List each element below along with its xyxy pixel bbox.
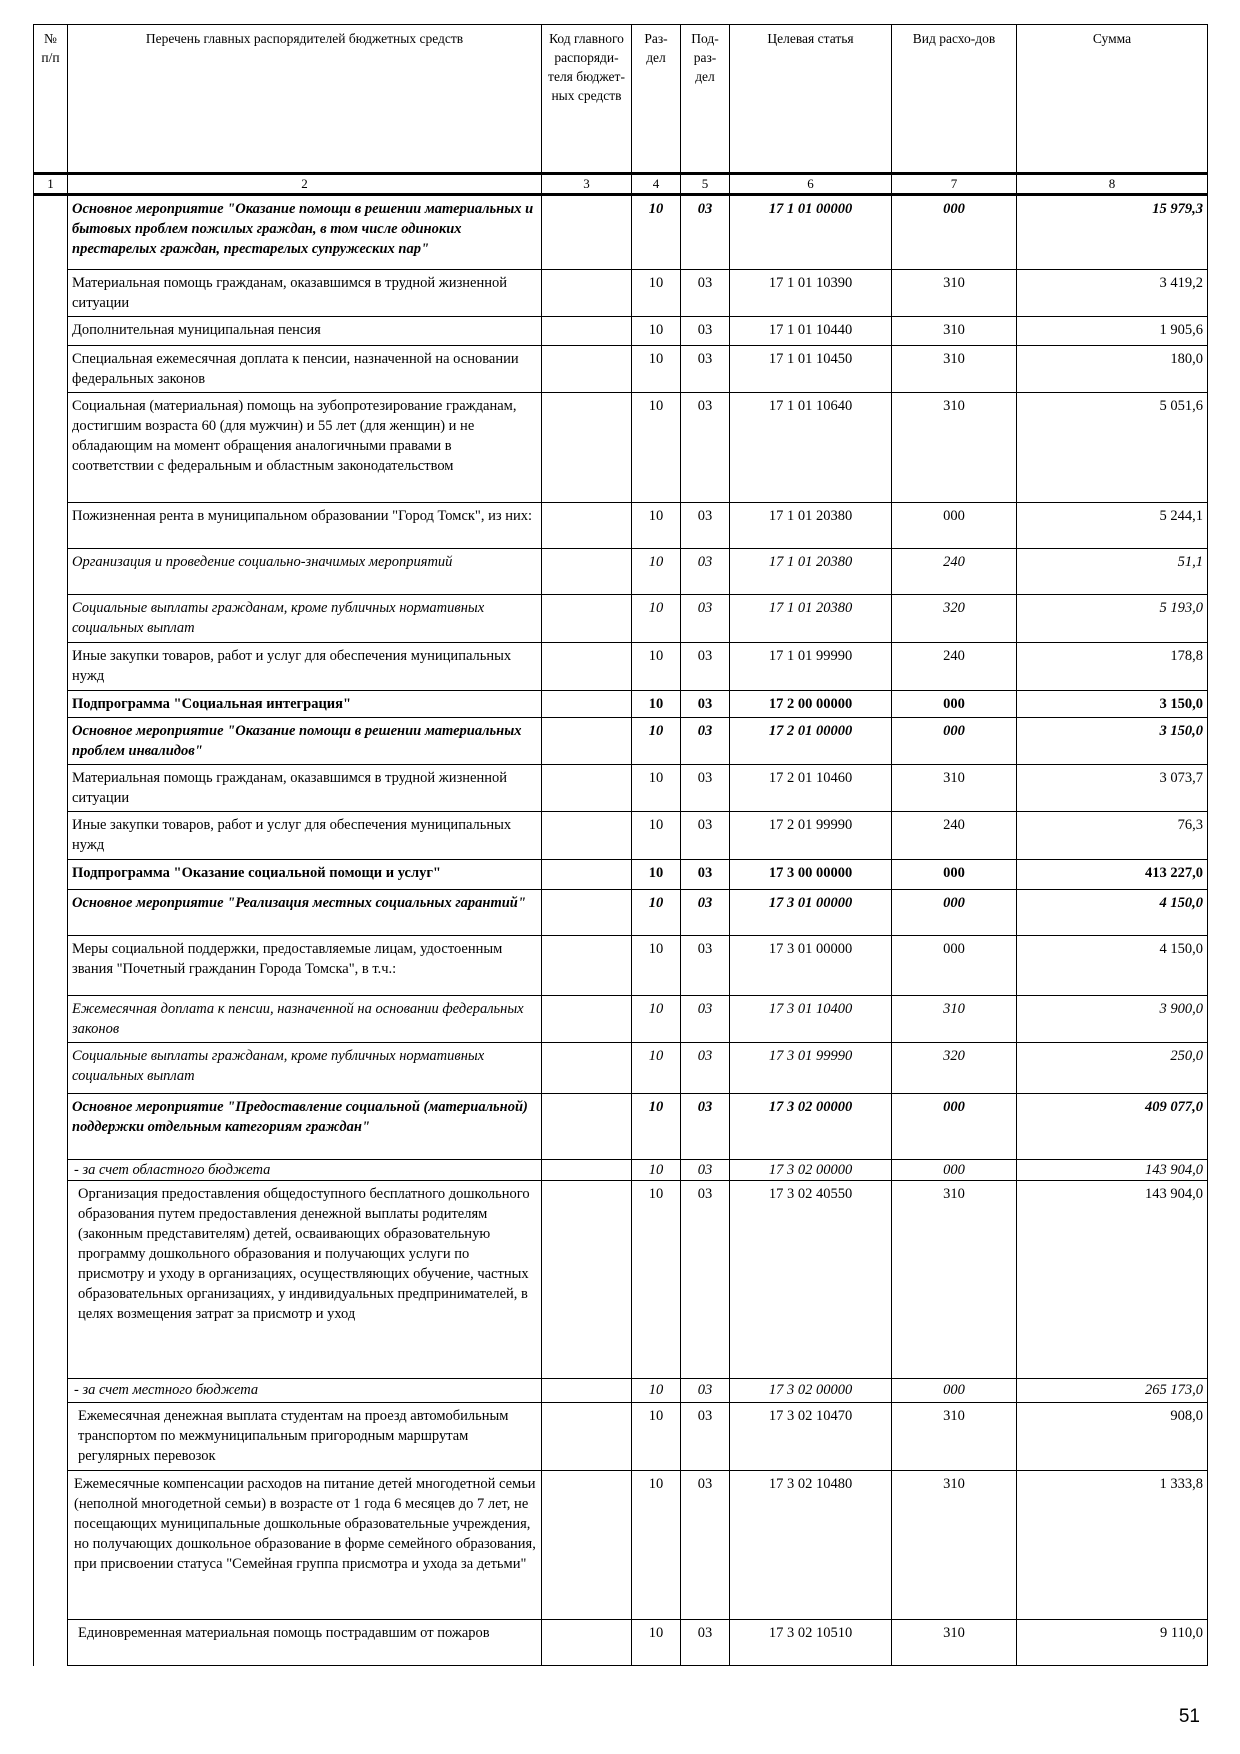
header-code: Код главного распоряди-теля бюджет-ных средств bbox=[542, 25, 632, 174]
row-number-cell bbox=[34, 1403, 68, 1471]
row-sum: 180,0 bbox=[1017, 346, 1208, 393]
row-expense-type: 310 bbox=[892, 346, 1017, 393]
row-podrazdel: 03 bbox=[681, 317, 730, 346]
row-podrazdel: 03 bbox=[681, 1181, 730, 1379]
column-number: 7 bbox=[892, 174, 1017, 195]
row-expense-type: 000 bbox=[892, 691, 1017, 718]
row-expense-type: 310 bbox=[892, 1620, 1017, 1666]
row-target: 17 3 02 00000 bbox=[730, 1379, 892, 1403]
table-row bbox=[34, 270, 1208, 317]
row-expense-type: 240 bbox=[892, 643, 1017, 691]
row-podrazdel: 03 bbox=[681, 890, 730, 936]
table-row bbox=[34, 1181, 1208, 1379]
row-expense-type: 320 bbox=[892, 1043, 1017, 1094]
row-razdel: 10 bbox=[632, 1043, 681, 1094]
row-name: Материальная помощь гражданам, оказавшимся в трудной жизненной ситуации bbox=[68, 270, 542, 317]
table-row bbox=[34, 503, 1208, 549]
header-name: Перечень главных распорядителей бюджетных средств bbox=[68, 25, 542, 174]
row-number-cell bbox=[34, 765, 68, 812]
row-expense-type: 240 bbox=[892, 549, 1017, 595]
row-code bbox=[542, 936, 632, 996]
row-sum: 4 150,0 bbox=[1017, 936, 1208, 996]
row-expense-type: 310 bbox=[892, 393, 1017, 503]
row-sum: 1 333,8 bbox=[1017, 1471, 1208, 1620]
row-target: 17 1 01 99990 bbox=[730, 643, 892, 691]
row-code bbox=[542, 1094, 632, 1160]
row-sum: 3 419,2 bbox=[1017, 270, 1208, 317]
row-podrazdel: 03 bbox=[681, 1160, 730, 1181]
table-row bbox=[34, 1043, 1208, 1094]
row-number-cell bbox=[34, 595, 68, 643]
row-sum: 5 051,6 bbox=[1017, 393, 1208, 503]
row-razdel: 10 bbox=[632, 1160, 681, 1181]
row-razdel: 10 bbox=[632, 595, 681, 643]
row-podrazdel: 03 bbox=[681, 936, 730, 996]
row-code bbox=[542, 1379, 632, 1403]
row-target: 17 1 01 20380 bbox=[730, 503, 892, 549]
row-podrazdel: 03 bbox=[681, 718, 730, 765]
table-row bbox=[34, 1620, 1208, 1666]
row-code bbox=[542, 270, 632, 317]
table-row bbox=[34, 718, 1208, 765]
row-name: Организация предоставления общедоступного бесплатного дошкольного образования путем предоставления денежной выплаты родителям (законным представителям) детей, осваивающих образовательную программу дошкольного образования и получающих услуги по присмотру и уходу в организациях, осуществляющих обучение, частных образовательных организациях, у индивидуальных предпринимателей, в целях возмещения затрат за присмотр и уход bbox=[68, 1181, 542, 1379]
row-code bbox=[542, 1471, 632, 1620]
row-number-cell bbox=[34, 393, 68, 503]
row-target: 17 1 01 20380 bbox=[730, 549, 892, 595]
row-target: 17 3 01 99990 bbox=[730, 1043, 892, 1094]
row-number-cell bbox=[34, 860, 68, 890]
row-expense-type: 000 bbox=[892, 860, 1017, 890]
table-row bbox=[34, 643, 1208, 691]
row-target: 17 3 02 10480 bbox=[730, 1471, 892, 1620]
column-number: 5 bbox=[681, 174, 730, 195]
table-row bbox=[34, 1094, 1208, 1160]
row-target: 17 3 02 00000 bbox=[730, 1094, 892, 1160]
row-target: 17 1 01 00000 bbox=[730, 195, 892, 270]
header-target: Целевая статья bbox=[730, 25, 892, 174]
table-row bbox=[34, 890, 1208, 936]
row-expense-type: 310 bbox=[892, 1181, 1017, 1379]
row-number-cell bbox=[34, 812, 68, 860]
table-row bbox=[34, 1160, 1208, 1181]
row-name: Ежемесячные компенсации расходов на питание детей многодетной семьи (неполной многодетной семьи) в возрасте от 1 года 6 месяцев до 7 лет, не посещающих муниципальные дошкольные образовательные учреждения, но получающих дошкольное образование в форме семейного образования, при присвоении статуса "Семейная группа присмотра и ухода за детьми" bbox=[68, 1471, 542, 1620]
row-name: Социальные выплаты гражданам, кроме публичных нормативных социальных выплат bbox=[68, 1043, 542, 1094]
row-name: Иные закупки товаров, работ и услуг для обеспечения муниципальных нужд bbox=[68, 643, 542, 691]
table-row bbox=[34, 1379, 1208, 1403]
row-sum: 413 227,0 bbox=[1017, 860, 1208, 890]
row-razdel: 10 bbox=[632, 1620, 681, 1666]
row-razdel: 10 bbox=[632, 346, 681, 393]
header-row bbox=[34, 25, 1208, 174]
row-number-cell bbox=[34, 346, 68, 393]
row-name: Меры социальной поддержки, предоставляемые лицам, удостоенным звания "Почетный гражданин Города Томска", в т.ч.: bbox=[68, 936, 542, 996]
row-target: 17 2 01 99990 bbox=[730, 812, 892, 860]
column-number: 4 bbox=[632, 174, 681, 195]
row-number-cell bbox=[34, 270, 68, 317]
row-podrazdel: 03 bbox=[681, 691, 730, 718]
row-target: 17 1 01 10450 bbox=[730, 346, 892, 393]
row-code bbox=[542, 765, 632, 812]
row-number-cell bbox=[34, 317, 68, 346]
row-expense-type: 000 bbox=[892, 890, 1017, 936]
row-name: Иные закупки товаров, работ и услуг для обеспечения муниципальных нужд bbox=[68, 812, 542, 860]
header-razdel: Раз-дел bbox=[632, 25, 681, 174]
row-number-cell bbox=[34, 996, 68, 1043]
row-podrazdel: 03 bbox=[681, 765, 730, 812]
table-row bbox=[34, 595, 1208, 643]
row-podrazdel: 03 bbox=[681, 812, 730, 860]
table-row bbox=[34, 936, 1208, 996]
table-row bbox=[34, 1403, 1208, 1471]
row-razdel: 10 bbox=[632, 718, 681, 765]
row-target: 17 3 01 00000 bbox=[730, 936, 892, 996]
row-razdel: 10 bbox=[632, 691, 681, 718]
row-target: 17 3 02 10470 bbox=[730, 1403, 892, 1471]
row-code bbox=[542, 1181, 632, 1379]
table-row bbox=[34, 691, 1208, 718]
row-podrazdel: 03 bbox=[681, 346, 730, 393]
row-podrazdel: 03 bbox=[681, 595, 730, 643]
row-number-cell bbox=[34, 691, 68, 718]
row-razdel: 10 bbox=[632, 812, 681, 860]
header-number: № п/п bbox=[34, 25, 68, 174]
row-number-cell bbox=[34, 195, 68, 270]
row-name: Организация и проведение социально-значимых мероприятий bbox=[68, 549, 542, 595]
row-razdel: 10 bbox=[632, 317, 681, 346]
row-target: 17 1 01 10440 bbox=[730, 317, 892, 346]
table-row bbox=[34, 860, 1208, 890]
column-number: 3 bbox=[542, 174, 632, 195]
row-podrazdel: 03 bbox=[681, 503, 730, 549]
row-target: 17 3 00 00000 bbox=[730, 860, 892, 890]
row-expense-type: 000 bbox=[892, 1094, 1017, 1160]
row-number-cell bbox=[34, 1620, 68, 1666]
row-code bbox=[542, 317, 632, 346]
row-name: Ежемесячная денежная выплата студентам на проезд автомобильным транспортом по межмуниципальным пригородным маршрутам регулярных перевозок bbox=[68, 1403, 542, 1471]
row-target: 17 3 01 00000 bbox=[730, 890, 892, 936]
row-razdel: 10 bbox=[632, 936, 681, 996]
row-name: Социальные выплаты гражданам, кроме публичных нормативных социальных выплат bbox=[68, 595, 542, 643]
table-row bbox=[34, 346, 1208, 393]
row-name: Ежемесячная доплата к пенсии, назначенной на основании федеральных законов bbox=[68, 996, 542, 1043]
row-sum: 908,0 bbox=[1017, 1403, 1208, 1471]
row-razdel: 10 bbox=[632, 765, 681, 812]
row-podrazdel: 03 bbox=[681, 1094, 730, 1160]
row-target: 17 2 00 00000 bbox=[730, 691, 892, 718]
row-number-cell bbox=[34, 1379, 68, 1403]
row-expense-type: 000 bbox=[892, 936, 1017, 996]
row-code bbox=[542, 549, 632, 595]
row-expense-type: 310 bbox=[892, 996, 1017, 1043]
row-number-cell bbox=[34, 1471, 68, 1620]
row-number-cell bbox=[34, 890, 68, 936]
row-code bbox=[542, 1403, 632, 1471]
row-number-cell bbox=[34, 1094, 68, 1160]
row-sum: 143 904,0 bbox=[1017, 1160, 1208, 1181]
row-sum: 4 150,0 bbox=[1017, 890, 1208, 936]
row-target: 17 3 02 00000 bbox=[730, 1160, 892, 1181]
row-number-cell bbox=[34, 1181, 68, 1379]
row-code bbox=[542, 195, 632, 270]
row-target: 17 2 01 10460 bbox=[730, 765, 892, 812]
row-sum: 409 077,0 bbox=[1017, 1094, 1208, 1160]
row-number-cell bbox=[34, 549, 68, 595]
row-podrazdel: 03 bbox=[681, 393, 730, 503]
row-name: Специальная ежемесячная доплата к пенсии, назначенной на основании федеральных законов bbox=[68, 346, 542, 393]
row-razdel: 10 bbox=[632, 860, 681, 890]
column-number: 8 bbox=[1017, 174, 1208, 195]
page-number: 51 bbox=[1178, 1706, 1200, 1727]
row-code bbox=[542, 393, 632, 503]
row-podrazdel: 03 bbox=[681, 1620, 730, 1666]
row-code bbox=[542, 812, 632, 860]
header-expense-type: Вид расхо-дов bbox=[892, 25, 1017, 174]
row-sum: 143 904,0 bbox=[1017, 1181, 1208, 1379]
table-row bbox=[34, 549, 1208, 595]
row-code bbox=[542, 595, 632, 643]
column-number-row bbox=[34, 174, 1208, 195]
row-sum: 51,1 bbox=[1017, 549, 1208, 595]
row-razdel: 10 bbox=[632, 503, 681, 549]
row-podrazdel: 03 bbox=[681, 860, 730, 890]
table-row bbox=[34, 996, 1208, 1043]
row-sum: 178,8 bbox=[1017, 643, 1208, 691]
row-expense-type: 000 bbox=[892, 1379, 1017, 1403]
header-podrazdel: Под-раз-дел bbox=[681, 25, 730, 174]
row-target: 17 1 01 10390 bbox=[730, 270, 892, 317]
row-code bbox=[542, 346, 632, 393]
row-target: 17 3 02 40550 bbox=[730, 1181, 892, 1379]
row-sum: 250,0 bbox=[1017, 1043, 1208, 1094]
row-name: - за счет областного бюджета bbox=[68, 1160, 542, 1181]
row-target: 17 3 01 10400 bbox=[730, 996, 892, 1043]
row-sum: 3 073,7 bbox=[1017, 765, 1208, 812]
row-number-cell bbox=[34, 503, 68, 549]
row-code bbox=[542, 1043, 632, 1094]
table-row bbox=[34, 317, 1208, 346]
column-number: 6 bbox=[730, 174, 892, 195]
row-sum: 5 244,1 bbox=[1017, 503, 1208, 549]
row-name: Основное мероприятие "Оказание помощи в решении материальных проблем инвалидов" bbox=[68, 718, 542, 765]
row-podrazdel: 03 bbox=[681, 1471, 730, 1620]
row-expense-type: 000 bbox=[892, 718, 1017, 765]
row-razdel: 10 bbox=[632, 1403, 681, 1471]
row-code bbox=[542, 1160, 632, 1181]
row-target: 17 1 01 20380 bbox=[730, 595, 892, 643]
row-code bbox=[542, 718, 632, 765]
row-sum: 9 110,0 bbox=[1017, 1620, 1208, 1666]
row-podrazdel: 03 bbox=[681, 270, 730, 317]
header-sum: Сумма bbox=[1017, 25, 1208, 174]
column-number: 2 bbox=[68, 174, 542, 195]
row-sum: 3 150,0 bbox=[1017, 691, 1208, 718]
row-target: 17 2 01 00000 bbox=[730, 718, 892, 765]
row-code bbox=[542, 691, 632, 718]
row-razdel: 10 bbox=[632, 549, 681, 595]
row-code bbox=[542, 996, 632, 1043]
row-name: - за счет местного бюджета bbox=[68, 1379, 542, 1403]
row-sum: 15 979,3 bbox=[1017, 195, 1208, 270]
row-sum: 1 905,6 bbox=[1017, 317, 1208, 346]
row-code bbox=[542, 503, 632, 549]
row-code bbox=[542, 643, 632, 691]
row-expense-type: 000 bbox=[892, 503, 1017, 549]
table-row bbox=[34, 1471, 1208, 1620]
budget-table bbox=[33, 24, 1208, 1666]
table-row bbox=[34, 765, 1208, 812]
row-sum: 3 150,0 bbox=[1017, 718, 1208, 765]
row-number-cell bbox=[34, 1160, 68, 1181]
row-name: Основное мероприятие "Предоставление социальной (материальной) поддержки отдельным категориям граждан" bbox=[68, 1094, 542, 1160]
row-name: Основное мероприятие "Оказание помощи в решении материальных и бытовых проблем пожилых граждан, в том числе одиноких престарелых граждан, престарелых супружеских пар" bbox=[68, 195, 542, 270]
row-razdel: 10 bbox=[632, 1379, 681, 1403]
row-podrazdel: 03 bbox=[681, 1379, 730, 1403]
row-expense-type: 310 bbox=[892, 765, 1017, 812]
row-razdel: 10 bbox=[632, 890, 681, 936]
row-razdel: 10 bbox=[632, 270, 681, 317]
row-name: Единовременная материальная помощь пострадавшим от пожаров bbox=[68, 1620, 542, 1666]
row-razdel: 10 bbox=[632, 1471, 681, 1620]
row-expense-type: 310 bbox=[892, 1403, 1017, 1471]
row-sum: 3 900,0 bbox=[1017, 996, 1208, 1043]
row-expense-type: 000 bbox=[892, 195, 1017, 270]
row-name: Материальная помощь гражданам, оказавшимся в трудной жизненной ситуации bbox=[68, 765, 542, 812]
row-sum: 265 173,0 bbox=[1017, 1379, 1208, 1403]
row-name: Подпрограмма "Оказание социальной помощи и услуг" bbox=[68, 860, 542, 890]
row-razdel: 10 bbox=[632, 996, 681, 1043]
row-razdel: 10 bbox=[632, 195, 681, 270]
row-podrazdel: 03 bbox=[681, 643, 730, 691]
row-number-cell bbox=[34, 718, 68, 765]
table-row bbox=[34, 812, 1208, 860]
row-target: 17 3 02 10510 bbox=[730, 1620, 892, 1666]
table-row bbox=[34, 195, 1208, 270]
row-sum: 76,3 bbox=[1017, 812, 1208, 860]
row-razdel: 10 bbox=[632, 1181, 681, 1379]
row-code bbox=[542, 860, 632, 890]
row-number-cell bbox=[34, 643, 68, 691]
row-expense-type: 000 bbox=[892, 1160, 1017, 1181]
row-podrazdel: 03 bbox=[681, 195, 730, 270]
row-expense-type: 310 bbox=[892, 1471, 1017, 1620]
row-code bbox=[542, 890, 632, 936]
column-number: 1 bbox=[34, 174, 68, 195]
row-name: Дополнительная муниципальная пенсия bbox=[68, 317, 542, 346]
row-podrazdel: 03 bbox=[681, 1403, 730, 1471]
row-expense-type: 320 bbox=[892, 595, 1017, 643]
row-number-cell bbox=[34, 936, 68, 996]
row-name: Пожизненная рента в муниципальном образовании "Город Томск", из них: bbox=[68, 503, 542, 549]
row-podrazdel: 03 bbox=[681, 549, 730, 595]
row-razdel: 10 bbox=[632, 393, 681, 503]
row-expense-type: 310 bbox=[892, 317, 1017, 346]
row-name: Социальная (материальная) помощь на зубопротезирование гражданам, достигшим возраста 60 (для мужчин) и 55 лет (для женщин) и не обладающим на момент обращения аналогичными правами в соответствии с федеральным и областным законодательством bbox=[68, 393, 542, 503]
row-target: 17 1 01 10640 bbox=[730, 393, 892, 503]
row-code bbox=[542, 1620, 632, 1666]
row-number-cell bbox=[34, 1043, 68, 1094]
row-sum: 5 193,0 bbox=[1017, 595, 1208, 643]
row-razdel: 10 bbox=[632, 1094, 681, 1160]
row-expense-type: 240 bbox=[892, 812, 1017, 860]
row-podrazdel: 03 bbox=[681, 1043, 730, 1094]
row-podrazdel: 03 bbox=[681, 996, 730, 1043]
row-expense-type: 310 bbox=[892, 270, 1017, 317]
row-name: Подпрограмма "Социальная интеграция" bbox=[68, 691, 542, 718]
row-razdel: 10 bbox=[632, 643, 681, 691]
table-row bbox=[34, 393, 1208, 503]
row-name: Основное мероприятие "Реализация местных социальных гарантий" bbox=[68, 890, 542, 936]
